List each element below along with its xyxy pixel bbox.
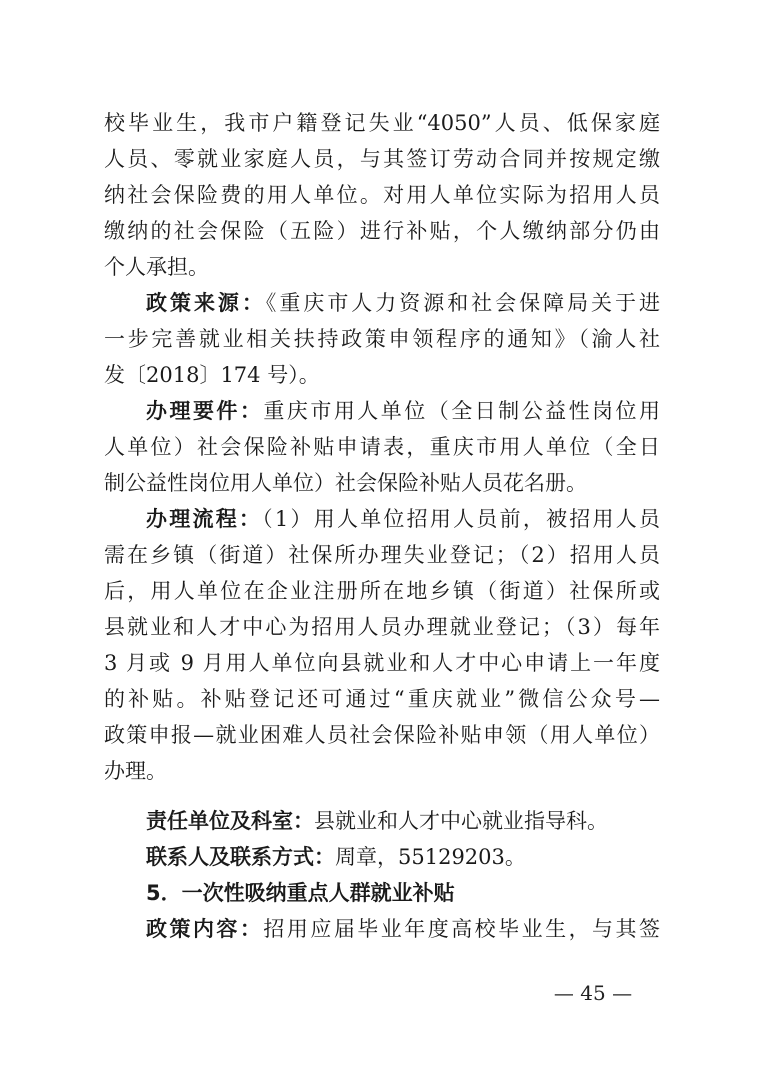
body-text-line: 一步完善就业相关扶持政策申领程序的通知》（渝人社 — [104, 327, 660, 351]
body-text-line: 政策申报—就业困难人员社会保险补贴申领（用人单位） — [104, 723, 660, 747]
body-text-line: 制公益性岗位用人单位）社会保险补贴人员花名册。 — [104, 471, 587, 495]
page-number: — 45 — — [553, 981, 633, 1005]
body-text-line: 3 月或 9 月用人单位向县就业和人才中心申请上一年度 — [104, 651, 660, 675]
policy-source-line: 政策来源：《重庆市人力资源和社会保障局关于进 — [146, 291, 660, 315]
body-text-line: 后，用人单位在企业注册所在地乡镇（街道）社保所或 — [104, 579, 660, 603]
body-text-line: 校毕业生，我市户籍登记失业“4050”人员、低保家庭 — [104, 111, 660, 135]
contact-label: 联系人及联系方式： — [146, 845, 335, 869]
requirements-label: 办理要件： — [146, 399, 264, 423]
process-label: 办理流程： — [146, 507, 263, 531]
policy-content-line: 政策内容：招用应届毕业年度高校毕业生，与其签 — [146, 917, 660, 941]
requirements-line: 办理要件：重庆市用人单位（全日制公益性岗位用 — [146, 399, 660, 423]
section-heading: 5．一次性吸纳重点人群就业补贴 — [146, 881, 455, 905]
body-text-line: 人员、零就业家庭人员，与其签订劳动合同并按规定缴 — [104, 147, 660, 171]
body-text-line: 县就业和人才中心为招用人员办理就业登记；（3）每年 — [104, 615, 660, 639]
body-text-line: 个人承担。 — [104, 255, 209, 279]
body-text-line: 办理。 — [104, 759, 167, 783]
process-line: 办理流程：（1）用人单位招用人员前，被招用人员 — [146, 507, 660, 531]
responsible-line: 责任单位及科室：县就业和人才中心就业指导科。 — [146, 809, 608, 833]
body-text-line: 缴纳的社会保险（五险）进行补贴，个人缴纳部分仍由 — [104, 219, 660, 243]
responsible-label: 责任单位及科室： — [146, 809, 314, 833]
body-text-line: 的补贴。补贴登记还可通过“重庆就业”微信公众号— — [104, 687, 660, 711]
policy-source-label: 政策来源： — [146, 291, 266, 315]
contact-line: 联系人及联系方式：周章，55129203。 — [146, 845, 526, 869]
body-text-line: 人单位）社会保险补贴申请表，重庆市用人单位（全日 — [104, 435, 660, 459]
policy-content-label: 政策内容： — [146, 917, 264, 941]
body-text-line: 纳社会保险费的用人单位。对用人单位实际为招用人员 — [104, 183, 660, 207]
body-text-line: 发〔2018〕174 号）。 — [104, 363, 320, 387]
body-text-line: 需在乡镇（街道）社保所办理失业登记；（2）招用人员 — [104, 543, 660, 567]
